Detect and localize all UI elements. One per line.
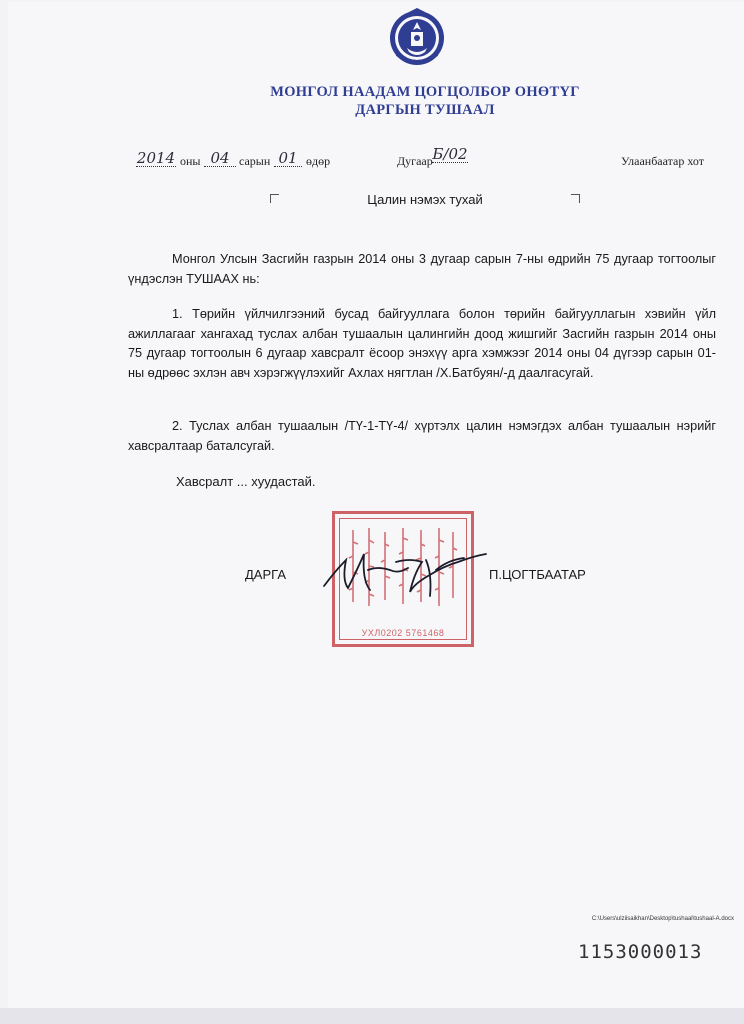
order-item-2: 2. Туслах албан тушаалын /ТҮ-1-ТҮ-4/ хүртэлх цалин нэмэгдэх албан тушаалын нэрийг хавсралтаар баталсугай. bbox=[128, 419, 716, 453]
number-label: Дугаар bbox=[397, 154, 433, 168]
day-handwritten: 01 bbox=[274, 150, 302, 167]
scan-bottom-edge bbox=[0, 1008, 744, 1024]
month-label: сарын bbox=[239, 154, 271, 168]
subject-title: Цалин нэмэх тухай bbox=[367, 192, 483, 207]
file-path: C:\Users\ulziisaikhan\Desktop\tushaal\tushaal-A.docx bbox=[591, 916, 734, 922]
number-handwritten: Б/02 bbox=[432, 145, 468, 163]
date-line bbox=[0, 145, 744, 170]
stamp-code: УХЛ0202 5761468 bbox=[361, 628, 445, 638]
month-handwritten: 04 bbox=[204, 150, 236, 167]
attachment-note: Хавсралт ... хуудастай. bbox=[176, 474, 316, 489]
place-label: Улаанбаатар хот bbox=[621, 154, 704, 168]
serial-number: 1153000013 bbox=[578, 941, 703, 963]
intro-paragraph: Монгол Улсын Засгийн газрын 2014 оны 3 дугаар сарын 7-ны өдрийн 75 дугаар тогтоолыг үндэслэн ТУШААХ нь: bbox=[128, 252, 716, 286]
subject-block bbox=[270, 192, 580, 214]
state-emblem-icon bbox=[387, 8, 447, 70]
signatory-name: П.ЦОГТБААТАР bbox=[489, 567, 586, 582]
year-label: оны bbox=[180, 154, 201, 168]
handwritten-signature bbox=[318, 540, 498, 610]
order-item-1: 1. Төрийн үйлчилгээний бусад байгууллага болон төрийн байгууллагын хэвийн үйл ажиллагааг хангахад туслах албан тушаалын цалингийн доод жишгийг Засгийн газрын 2014 оны 75 дугаар тогтоолын 6 дугаар хавсралт ёсоор энэхүү арга хэмжээг 2014 оны 04 дүгээр сарын 01-ны өдрөөс эхлэн авч хэрэгжүүлэхийг Ахлах нягтлан /Х.Батбуян/-д даалгасугай. bbox=[128, 307, 716, 380]
organization-name: МОНГОЛ НААДАМ ЦОГЦОЛБОР ОНӨТҮГ bbox=[270, 84, 580, 100]
signatory-title: ДАРГА bbox=[245, 567, 286, 582]
document-type-title: ДАРГЫН ТУШААЛ bbox=[355, 102, 495, 118]
year-handwritten: 2014 bbox=[136, 149, 176, 167]
day-label: өдөр bbox=[306, 154, 331, 168]
